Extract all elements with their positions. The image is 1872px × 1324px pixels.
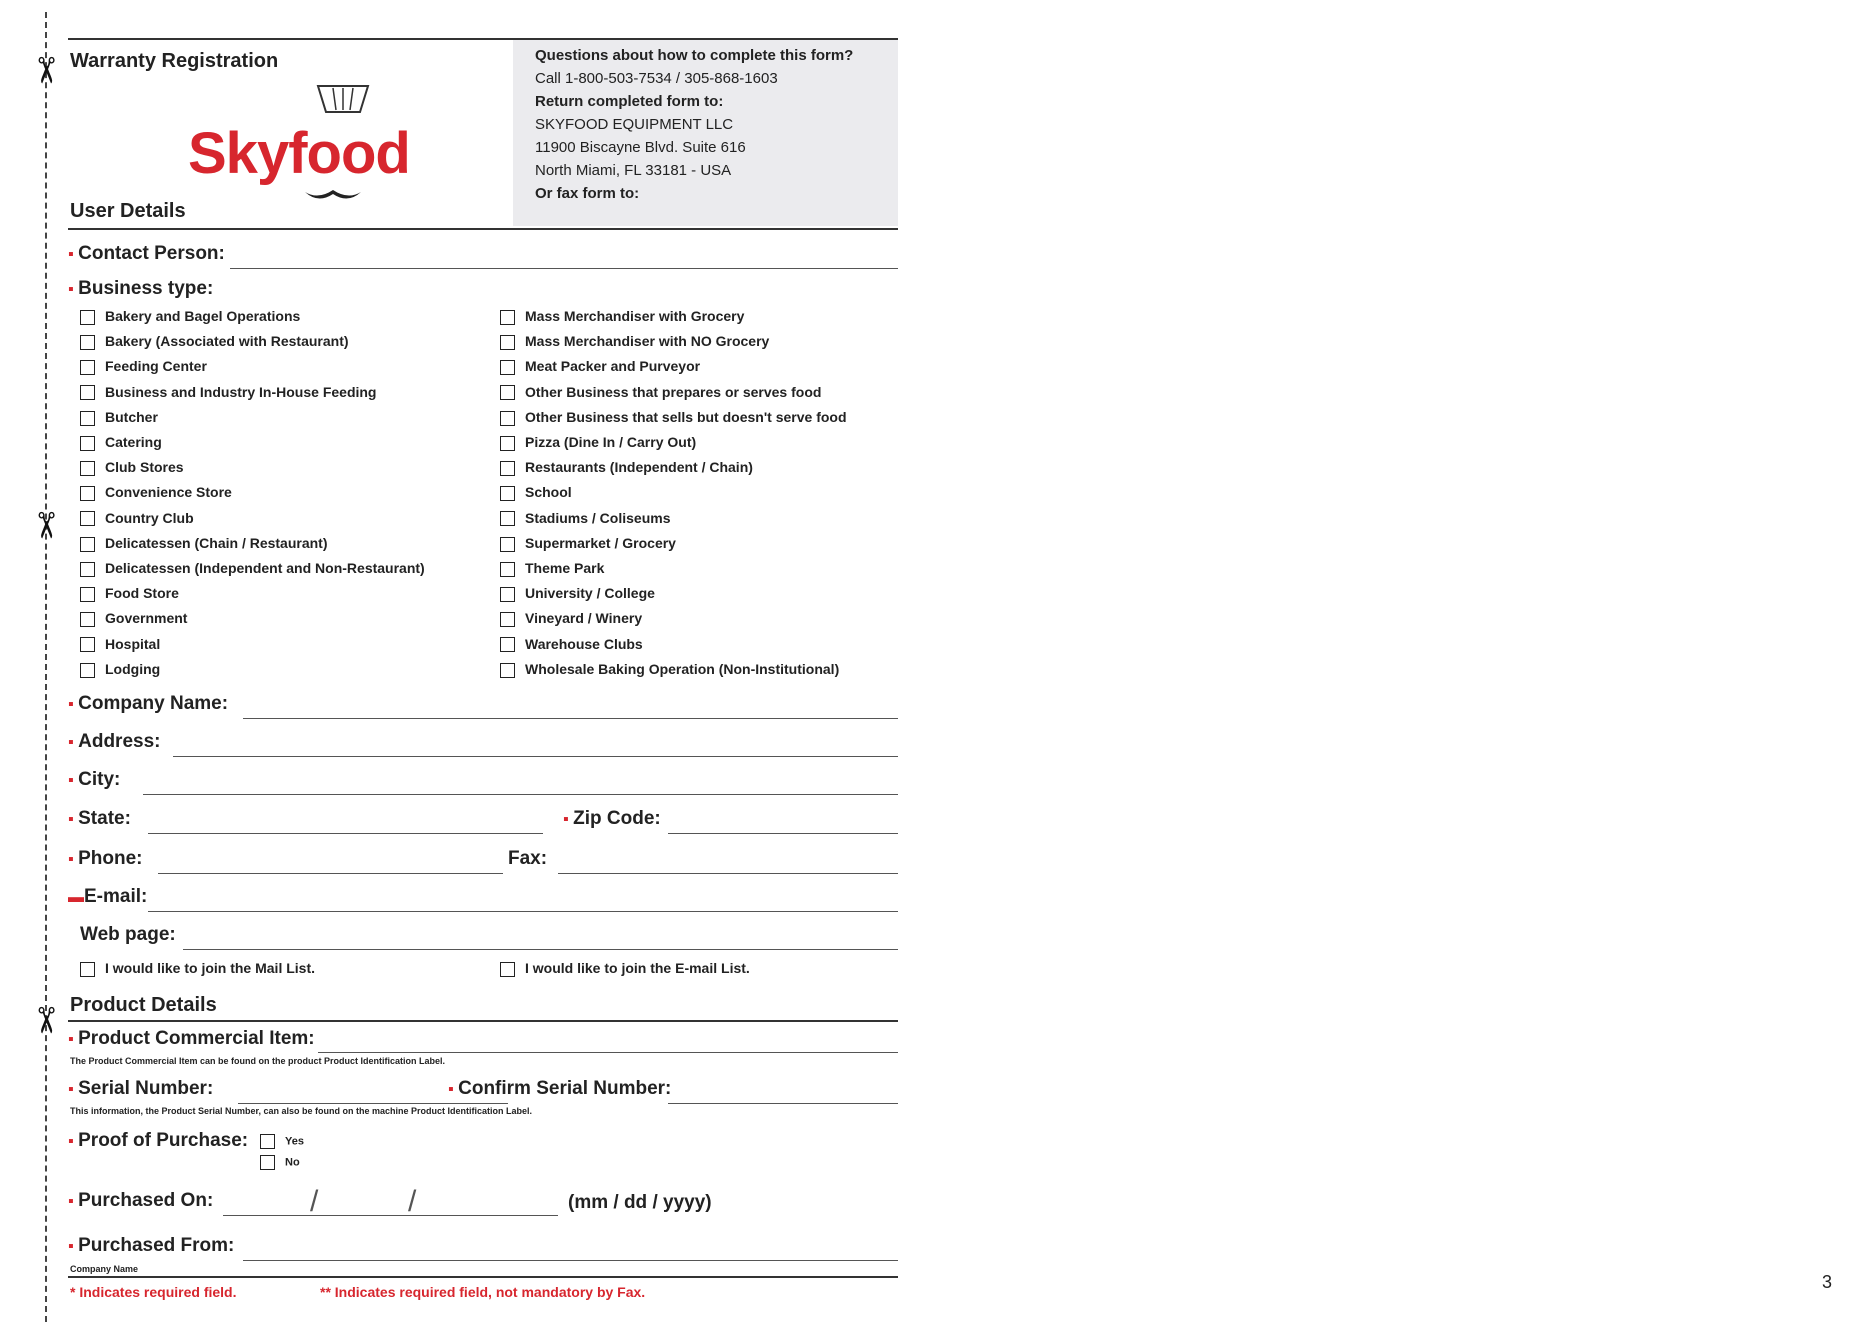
contact-person-row: ▪ Contact Person: — [68, 243, 225, 264]
checkbox[interactable] — [80, 511, 95, 526]
proof-no-option[interactable] — [260, 1155, 300, 1170]
info-address1: 11900 Biscayne Blvd. Suite 616 — [535, 139, 746, 156]
product-item-label: Product Commercial Item: — [78, 1028, 315, 1049]
purchased-from-field[interactable] — [243, 1260, 898, 1261]
webpage-label: Web page: — [80, 924, 176, 945]
form-header — [68, 38, 898, 230]
business-type-label: Lodging — [105, 660, 161, 677]
checkbox[interactable] — [80, 637, 95, 652]
info-question: Questions about how to complete this form? — [535, 47, 854, 64]
business-type-option[interactable] — [80, 384, 376, 401]
info-box — [513, 40, 898, 226]
checkbox[interactable] — [80, 385, 95, 400]
page-number: 3 — [1822, 1272, 1833, 1292]
info-call: Call 1-800-503-7534 / 305-868-1603 — [535, 70, 778, 87]
warranty-form: Warranty Registration Skyfood User Details Questions about how to complete this form? Call 1-800-503-7534 / 305-868-1603 Return completed form to: SKYFOOD EQUIPMENT LLC 11900 Biscayne Blvd. Suite 616 North Miami, FL 33181 - USA Or fax form to: ▪ Contact Person: ▪ Business type: Bakery and Bagel Operations Bakery (Associated with Restaurant) Feeding Center Business and Industry In-House Feeding Butcher Catering Club Stores Convenience Store Country Club Delicatessen (Chain / Restaurant) Delicatessen (Independent and Non-Restaurant) Food Store Government Hospital Lodging Mass Merchandiser with Grocery Mass Merchandiser with NO Grocery Meat Packer and Purveyor Other Business that prepares or serves food Other Business that sells but doesn't serve food Pizza (Dine In / Carry Out) Restaurants (Independent / Chain) School Stadiums / Coliseums Supermarket / Grocery Theme Park University / College Vineyard / Winery Warehouse Clubs Wholesale Baking Operation (Non-Institutional) ▪ Company Name: ▪ Address: ▪ City: ▪ State: ▪ Zip Code: ▪ Phone: Fax: ▬E-mail: Web page: I would like to join the Mail List. I would like to join the E-mail List. Product Details ▪ Product Commercial Item: The Product Commercial Item can be found on the product Product Identification Label. ▪ Serial Number: ▪ Confirm Serial Number: This information, the Product Serial Number, can also be found on the machine Product Identification Label. ▪ Proof of Purchase: Yes No ▪ Purchased On: / / (mm / dd / yyyy) ▪ Purchased From: Company Name * Indicates required field. ** Indicates required field, not mandatory by Fax. — [68, 38, 898, 230]
business-type-label: University / College — [525, 585, 655, 602]
confirm-serial-field[interactable] — [668, 1103, 898, 1104]
fax-label: Fax: — [508, 848, 548, 869]
business-type-option[interactable] — [80, 358, 207, 375]
zip-label: Zip Code: — [573, 808, 661, 829]
serial-label: Serial Number: — [78, 1078, 214, 1099]
business-type-label: Club Stores — [105, 459, 184, 476]
checkbox[interactable] — [500, 486, 515, 501]
date-separator: / — [408, 1185, 417, 1218]
address-label: Address: — [78, 731, 161, 752]
email-label: E-mail: — [84, 886, 148, 907]
email-list-option[interactable] — [500, 960, 750, 977]
business-type-option[interactable] — [80, 434, 162, 451]
company-name-field[interactable] — [243, 718, 898, 719]
business-type-option[interactable] — [80, 560, 425, 577]
product-item-field[interactable] — [318, 1052, 898, 1053]
business-type-option[interactable] — [80, 610, 187, 627]
business-type-label: Delicatessen (Independent and Non-Restaurant) — [105, 560, 425, 576]
form-title: Warranty Registration — [70, 50, 279, 72]
divider — [68, 1020, 898, 1022]
phone-field[interactable] — [158, 873, 503, 874]
state-label: State: — [78, 808, 131, 829]
checkbox[interactable] — [500, 411, 515, 426]
logo-text: Skyfood — [188, 121, 410, 186]
contact-person-field[interactable] — [230, 268, 898, 269]
product-details-heading: Product Details — [70, 994, 217, 1016]
business-type-label: Government — [105, 610, 188, 627]
date-format: (mm / dd / yyyy) — [568, 1192, 712, 1213]
cut-line — [45, 12, 47, 1322]
checkbox[interactable] — [80, 537, 95, 552]
email-list-label: I would like to join the E-mail List. — [525, 960, 750, 976]
business-type-label: Theme Park — [525, 560, 605, 576]
checkbox[interactable] — [500, 637, 515, 652]
business-type-label: Butcher — [105, 408, 158, 425]
business-type-label: Meat Packer and Purveyor — [525, 358, 701, 375]
business-type-option[interactable] — [500, 308, 744, 325]
business-type-option[interactable] — [500, 434, 696, 451]
business-type-label: Feeding Center — [105, 358, 207, 375]
purchased-on-label: Purchased On: — [78, 1190, 214, 1211]
business-type-label: Pizza (Dine In / Carry Out) — [525, 434, 697, 450]
checkbox[interactable] — [80, 436, 95, 451]
business-type-label: Bakery and Bagel Operations — [105, 308, 301, 324]
business-type-label: School — [525, 484, 572, 501]
mail-list-label: I would like to join the Mail List. — [105, 960, 316, 976]
business-type-option[interactable] — [500, 510, 670, 527]
checkbox[interactable] — [500, 385, 515, 400]
checkbox[interactable] — [80, 411, 95, 426]
business-type-option[interactable] — [500, 484, 572, 501]
no-label: No — [285, 1156, 300, 1169]
business-type-option[interactable] — [500, 610, 642, 627]
business-type-label: Warehouse Clubs — [525, 635, 643, 652]
checkbox[interactable] — [260, 1155, 275, 1170]
city-field[interactable] — [143, 794, 898, 795]
checkbox[interactable] — [500, 310, 515, 325]
checkbox[interactable] — [260, 1134, 275, 1149]
business-type-label: Business and Industry In-House Feeding — [105, 383, 377, 400]
checkbox[interactable] — [80, 335, 95, 350]
business-type-option[interactable] — [80, 484, 232, 501]
business-type-option[interactable] — [80, 459, 184, 476]
mail-list-option[interactable] — [80, 960, 315, 977]
purchased-on-field[interactable] — [223, 1215, 558, 1216]
checkbox[interactable] — [500, 537, 515, 552]
chef-hat-icon — [308, 78, 378, 118]
business-type-option[interactable] — [500, 459, 753, 476]
business-type-label: Other Business that prepares or serves food — [525, 383, 822, 400]
checkbox[interactable] — [500, 612, 515, 627]
checkbox[interactable] — [80, 587, 95, 602]
business-type-label: Mass Merchandiser with Grocery — [525, 308, 745, 324]
business-type-option[interactable] — [500, 358, 700, 375]
info-fax-label: Or fax form to: — [535, 185, 640, 202]
checkbox[interactable] — [80, 461, 95, 476]
checkbox[interactable] — [80, 486, 95, 501]
scissors-icon: ✂ — [24, 55, 66, 86]
business-type-label: Business type: — [78, 278, 214, 299]
checkbox[interactable] — [500, 436, 515, 451]
required-fax-note: ** Indicates required field, not mandatory by Fax. — [320, 1284, 646, 1300]
business-type-option[interactable] — [80, 409, 158, 426]
business-type-label: Bakery (Associated with Restaurant) — [105, 333, 349, 350]
purchased-from-label: Purchased From: — [78, 1235, 235, 1256]
proof-label: Proof of Purchase: — [78, 1130, 249, 1151]
required-note: * Indicates required field. — [70, 1284, 237, 1300]
business-type-option[interactable] — [80, 333, 349, 350]
product-item-note: The Product Commercial Item can be found on the product Product Identification Label. — [70, 1056, 446, 1066]
business-type-label: Country Club — [105, 509, 194, 526]
business-type-row: ▪ Business type: — [68, 278, 214, 299]
business-type-label: Supermarket / Grocery — [525, 534, 676, 551]
checkbox[interactable] — [80, 663, 95, 678]
business-type-option[interactable] — [500, 585, 655, 602]
user-details-heading: User Details — [70, 200, 186, 222]
checkbox[interactable] — [500, 562, 515, 577]
city-label: City: — [78, 769, 121, 790]
checkbox[interactable] — [500, 587, 515, 602]
business-type-label: Food Store — [105, 585, 179, 602]
serial-note: This information, the Product Serial Number, can also be found on the machine Product Identification Label. — [70, 1106, 533, 1116]
business-type-label: Catering — [105, 434, 162, 450]
business-type-option[interactable] — [500, 636, 643, 653]
divider — [68, 1276, 898, 1278]
business-type-option[interactable] — [500, 333, 769, 350]
checkbox[interactable] — [500, 511, 515, 526]
info-return-label: Return completed form to: — [535, 93, 724, 110]
business-type-option[interactable] — [500, 384, 821, 401]
business-type-option[interactable] — [80, 308, 300, 325]
business-type-option[interactable] — [500, 409, 847, 426]
business-type-option[interactable] — [500, 560, 604, 577]
business-type-option[interactable] — [500, 535, 676, 552]
confirm-serial-label: Confirm Serial Number: — [458, 1078, 672, 1099]
business-type-label: Other Business that sells but doesn't serve food — [525, 408, 847, 425]
checkbox[interactable] — [80, 962, 95, 977]
state-field[interactable] — [148, 833, 543, 834]
address-field[interactable] — [173, 756, 898, 757]
mustache-icon — [303, 186, 363, 206]
business-type-option[interactable] — [500, 661, 839, 678]
contact-person-label: Contact Person: — [78, 243, 225, 264]
yes-label: Yes — [285, 1135, 304, 1148]
business-type-option[interactable] — [80, 535, 328, 552]
company-name-note: Company Name — [70, 1264, 139, 1274]
checkbox[interactable] — [500, 962, 515, 977]
business-type-label: Delicatessen (Chain / Restaurant) — [105, 534, 328, 551]
business-type-label: Hospital — [105, 635, 161, 652]
checkbox[interactable] — [500, 663, 515, 678]
date-separator: / — [310, 1185, 319, 1218]
zip-field[interactable] — [668, 833, 898, 834]
checkbox[interactable] — [500, 461, 515, 476]
checkbox[interactable] — [80, 360, 95, 375]
webpage-field[interactable] — [183, 949, 898, 950]
info-company: SKYFOOD EQUIPMENT LLC — [535, 116, 734, 133]
business-type-label: Wholesale Baking Operation (Non-Institutional) — [525, 660, 840, 677]
business-type-label: Stadiums / Coliseums — [525, 509, 671, 526]
business-type-label: Convenience Store — [105, 484, 232, 501]
info-address2: North Miami, FL 33181 - USA — [535, 162, 732, 179]
skyfood-logo — [188, 78, 418, 198]
phone-label: Phone: — [78, 848, 143, 869]
email-field[interactable] — [148, 911, 898, 912]
scissors-icon: ✂ — [24, 510, 66, 541]
checkbox[interactable] — [500, 360, 515, 375]
checkbox[interactable] — [80, 562, 95, 577]
company-name-label: Company Name: — [78, 693, 229, 714]
business-type-label: Vineyard / Winery — [525, 610, 643, 627]
business-type-option[interactable] — [80, 510, 194, 527]
scissors-icon: ✂ — [24, 1005, 66, 1036]
business-type-option[interactable] — [80, 661, 160, 678]
business-type-option[interactable] — [80, 585, 179, 602]
business-type-label: Mass Merchandiser with NO Grocery — [525, 333, 770, 350]
business-type-label: Restaurants (Independent / Chain) — [525, 459, 753, 476]
proof-yes-option[interactable] — [260, 1134, 304, 1149]
fax-field[interactable] — [558, 873, 898, 874]
checkbox[interactable] — [80, 310, 95, 325]
checkbox[interactable] — [500, 335, 515, 350]
business-type-option[interactable] — [80, 636, 160, 653]
checkbox[interactable] — [80, 612, 95, 627]
